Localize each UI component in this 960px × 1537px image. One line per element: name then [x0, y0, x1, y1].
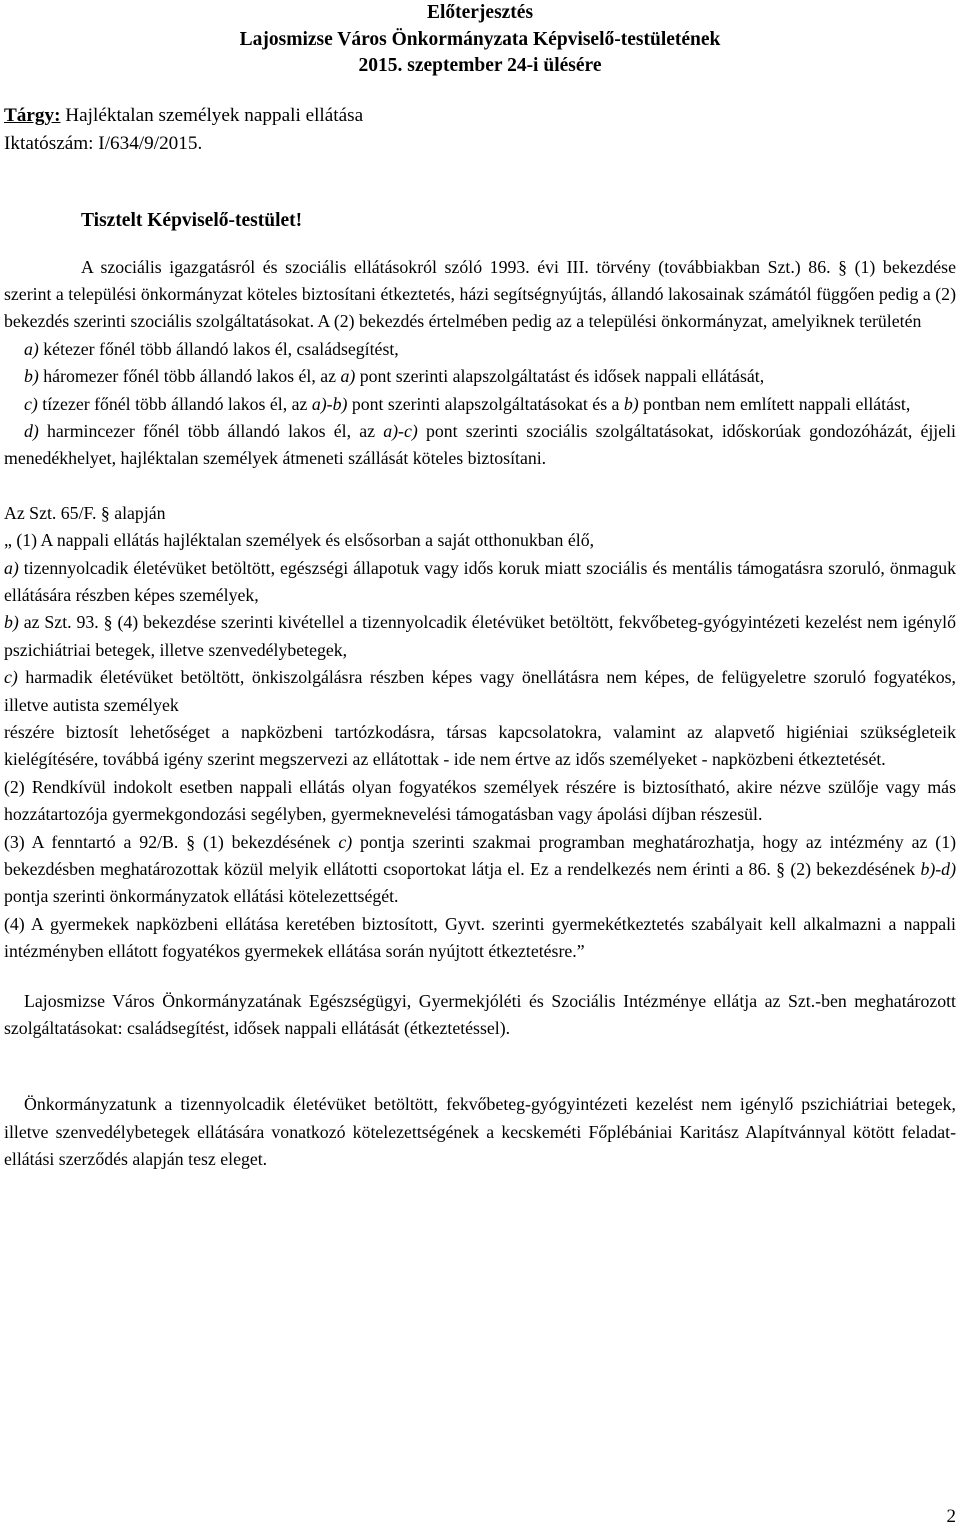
- contract-paragraph: Önkormányzatunk a tizennyolcadik életévüket betöltött, fekvőbeteg-gyógyintézeti kezelést nem igénylő pszichiátriai betegek, illetve szenvedélybetegek ellátására vonatkozó kötelezettségének a kecskeméti Főplébániai Karitász Alapítvánnyal kötött feladat-ellátási szerződés alapján tesz eleget.: [4, 1094, 956, 1170]
- quote-paragraph-3: [4, 829, 956, 911]
- intro-item-c: [4, 391, 956, 418]
- quote-paragraph-4: (4) A gyermekek napközbeni ellátása keretében biztosított, Gyvt. szerinti gyermekétkeztetés szabályait kell alkalmazni a nappali intézményben ellátott fogyatékos gyermekek ellátása során nyújtott étkeztetésre.”: [4, 913, 956, 962]
- header-body: Lajosmizse Város Önkormányzata Képviselő-testületének: [239, 28, 721, 50]
- item-label: c): [4, 667, 18, 688]
- item-label: a): [4, 557, 19, 578]
- header-title: Előterjesztés: [426, 2, 534, 23]
- spacer: [4, 966, 956, 988]
- page-number: 2: [946, 1506, 956, 1527]
- subject-line: [4, 102, 956, 130]
- item-text: pont szerinti szociális szolgáltatásokat, időskorúak gondozóházát, éjjeli menedékhelyet, hajléktalan személyek átmeneti szállását köteles biztosítani.: [4, 420, 956, 469]
- item-ref: b): [623, 393, 639, 414]
- quote-paragraph-1: „ (1) A nappali ellátás hajléktalan személyek és elsősorban a saját otthonukban élő,: [4, 530, 595, 551]
- header-date: 2015. szeptember 24-i ülésére: [358, 55, 602, 76]
- item-ref: b)-d): [920, 859, 956, 880]
- item-ref: a): [340, 366, 356, 387]
- institution-paragraph: Lajosmizse Város Önkormányzatának Egészségügyi, Gyermekjóléti és Szociális Intézménye ellátja az Szt.-ben meghatározott szolgáltatásokat: családsegítést, idősek nappali ellátását (étkeztetéssel).: [4, 990, 956, 1039]
- quote-item-c: [4, 664, 956, 719]
- quote-paragraph-after: részére biztosít lehetőséget a napközbeni tartózkodásra, társas kapcsolatokra, valamint az alapvető higiéniai szükségleteik kielégítésére, továbbá igény szerint megszervezi az ellátottak - ide nem értve az idős személyeket - napközbeni étkeztetését.: [4, 722, 956, 770]
- item-text: pont szerinti alapszolgáltatásokat és a: [347, 393, 624, 414]
- quote-paragraph-2: (2) Rendkívül indokolt esetben nappali ellátás olyan fogyatékos személyek részére is biztosítható, akire nézve szülője vagy más hozzátartozója gyermekgondozási segélyben, gyermeknevelési támogatásban vagy ápolási díjban részesül.: [4, 776, 956, 825]
- item-text: pontban nem említett nappali ellátást,: [638, 393, 911, 414]
- reference-number: Iktatószám: I/634/9/2015.: [4, 132, 203, 154]
- item-label: b): [24, 366, 39, 387]
- salutation: Tisztelt Képviselő-testület!: [81, 209, 303, 231]
- item-text: harmincezer főnél több állandó lakos él, az: [38, 420, 384, 441]
- spacer: [4, 473, 956, 500]
- subject-value: Hajléktalan személyek nappali ellátása: [60, 104, 364, 126]
- item-text: háromezer főnél több állandó lakos él, az: [38, 366, 341, 387]
- paragraph-text: (3) A fenntartó a 92/B. § (1) bekezdésének: [4, 831, 339, 852]
- item-label: a): [24, 338, 39, 359]
- paragraph-text: pontja szerinti szakmai programban meghatározhatja, hogy az intézmény az (1) bekezdésben meghatározottak közül melyik ellátotti csoportokat látja el. Ez a rendelkezés nem érinti a 86. § (2) bekezdésének: [4, 831, 957, 880]
- item-text: harmadik életévüket betöltött, önkiszolgálásra részben képes vagy önellátásra nem képes, de felügyeletre szoruló fogyatékos, illetve autista személyek: [4, 667, 956, 715]
- paragraph-text: pontja szerinti önkormányzatok ellátási kötelezettségét.: [4, 886, 399, 907]
- item-text: az Szt. 93. § (4) bekezdése szerinti kivétellel a tizennyolcadik életévüket betöltött, fekvőbeteg-gyógyintézeti kezelést nem igénylő pszichiátriai betegek, illetve szenvedélybetegek,: [4, 612, 956, 660]
- item-text: tízezer főnél több állandó lakos él, az: [37, 393, 312, 414]
- quote-item-a: [4, 555, 956, 610]
- section-title: Az Szt. 65/F. § alapján: [4, 502, 166, 523]
- item-label: d): [24, 420, 39, 441]
- item-text: kétezer főnél több állandó lakos él, családsegítést,: [38, 338, 399, 359]
- item-text: tizennyolcadik életévüket betöltött, egészségi állapotuk vagy idős koruk miatt szociális és mentális támogatásra szoruló, önmaguk ellátására részben képes személyek,: [4, 557, 956, 605]
- intro-item-b: [4, 363, 956, 390]
- item-label: c): [24, 393, 38, 414]
- item-ref: a)-c): [383, 420, 418, 441]
- spacer: [4, 1042, 956, 1069]
- item-ref: c): [338, 831, 353, 852]
- intro-item-a: [4, 336, 956, 363]
- item-label: b): [4, 612, 19, 633]
- intro-paragraph: A szociális igazgatásról és szociális ellátásokról szóló 1993. évi III. törvény (továbbiakban Szt.) 86. § (1) bekezdése szerint a települési önkormányzat köteles biztosítani étkeztetés, házi segítségnyújtás, állandó lakosainak számától függően pedig a (2) bekezdés szerinti szociális szolgáltatásokat. A (2) bekezdés értelmében pedig az a települési önkormányzat, amelyiknek területén: [4, 256, 956, 332]
- subject-label: Tárgy:: [4, 104, 61, 126]
- item-text: pont szerinti alapszolgáltatást és idősek nappali ellátását,: [355, 366, 765, 387]
- document-header: [4, 0, 956, 80]
- item-ref: a)-b): [311, 393, 348, 414]
- document-meta: [4, 102, 956, 158]
- quote-item-b: [4, 609, 956, 664]
- intro-item-d: [4, 418, 956, 473]
- spacer: [4, 1069, 956, 1091]
